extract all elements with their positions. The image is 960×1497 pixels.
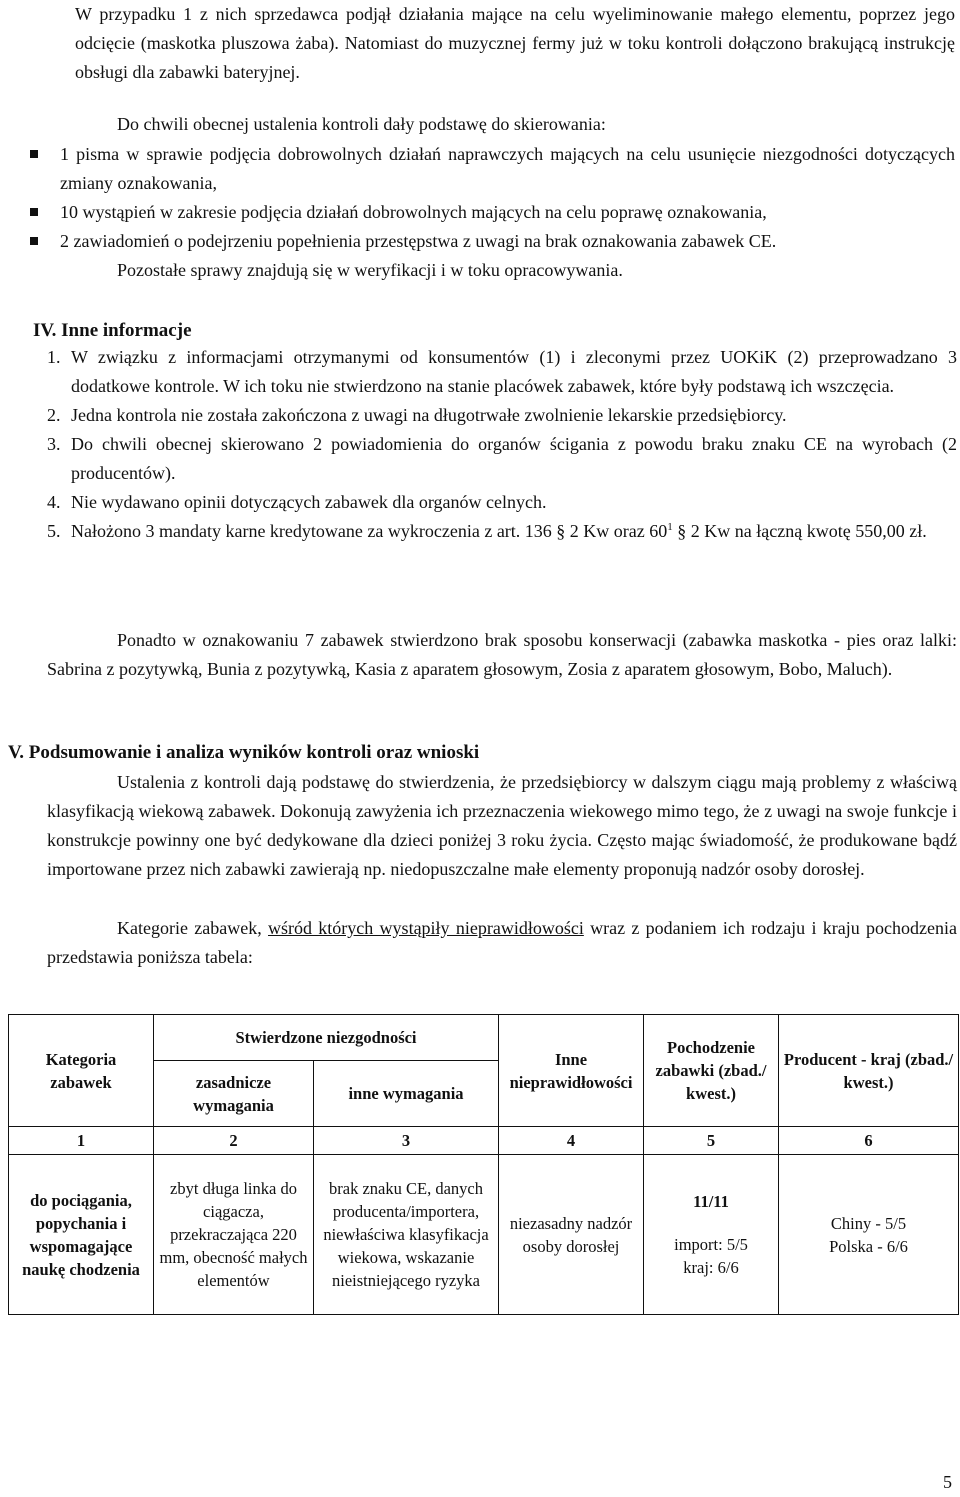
referral-intro: Do chwili obecnej ustalenia kontroli dały podstawę do skierowania:	[117, 114, 606, 134]
bullet-square-icon	[30, 237, 38, 245]
header-other-irregularities: Inne nieprawidłowości	[499, 1015, 644, 1127]
column-number: 6	[779, 1127, 959, 1155]
section-heading-v: V. Podsumowanie i analiza wyników kontroli oraz wnioski	[8, 742, 480, 763]
labeling-paragraph: Ponadto w oznakowaniu 7 zabawek stwierdzono brak sposobu konserwacji (zabawka maskotka - pies oraz lalki: Sabrina z pozytywką, Bunia z pozytywką, Kasia z aparatem głosowym, Zosia z aparatem głosowym, Bobo, Maluch).	[47, 630, 957, 679]
results-table	[8, 1014, 959, 1315]
intro-paragraph: W przypadku 1 z nich sprzedawca podjął działania mające na celu wyeliminowanie małego elementu, poprzez jego odcięcie (maskotka pluszowa żaba). Natomiast do muzycznej fermy już w toku kontroli dołączono brakującą instrukcję obsługi dla zabawki bateryjnej.	[75, 4, 955, 82]
list-item: 3. Do chwili obecnej skierowano 2 powiadomienia do organów ścigania z powodu braku znaku CE na wyrobach (2 producentów).	[47, 434, 957, 483]
column-number: 2	[154, 1127, 314, 1155]
cell-origin: 11/11 import: 5/5 kraj: 6/6	[644, 1155, 779, 1315]
section-heading-iv: IV. Inne informacje	[33, 320, 192, 341]
list-item: 10 wystąpień w zakresie podjęcia działań dobrowolnych mających na celu poprawę oznakowania,	[30, 198, 955, 227]
list-item: 5. Nałożono 3 mandaty karne kredytowane za wykroczenia z art. 136 § 2 Kw oraz $60^1$ § 2 Kw na łączną kwotę 550,00 zł.	[47, 521, 927, 541]
cell-category: do pociągania, popychania i wspomagające naukę chodzenia	[9, 1155, 154, 1315]
column-number: 5	[644, 1127, 779, 1155]
list-item: 2. Jedna kontrola nie została zakończona z uwagi na długotrwałe zwolnienie lekarskie przedsiębiorcy.	[47, 405, 787, 425]
header-category: Kategoria zabawek	[9, 1015, 154, 1127]
list-item: 2 zawiadomień o podejrzeniu popełnienia przestępstwa z uwagi na brak oznakowania zabawek CE.	[30, 227, 955, 256]
column-number: 4	[499, 1127, 644, 1155]
cell-essential-requirements: zbyt długa linka do ciągacza, przekraczająca 220 mm, obecność małych elementów	[154, 1155, 314, 1315]
page-number: 5	[943, 1472, 952, 1492]
header-producer: Producent - kraj (zbad./ kwest.)	[779, 1015, 959, 1127]
header-essential-requirements: zasadnicze wymagania	[154, 1061, 314, 1127]
header-nonconformities: Stwierdzone niezgodności	[154, 1015, 499, 1061]
bullet-square-icon	[30, 208, 38, 216]
column-number: 1	[9, 1127, 154, 1155]
list-item: 1. W związku z informacjami otrzymanymi od konsumentów (1) i zleconymi przez UOKiK (2) przeprowadzano 3 dodatkowe kontrole. W ich toku nie stwierdzono na stanie placówek zabawek, które były podstawą ich wszczęcia.	[47, 347, 957, 396]
header-origin: Pochodzenie zabawki (zbad./ kwest.)	[644, 1015, 779, 1127]
cell-other-requirements: brak znaku CE, danych producenta/importera, niewłaściwa klasyfikacja wiekowa, wskazanie nieistniejącego ryzyka	[314, 1155, 499, 1315]
cell-other-irregularities: niezasadny nadzór osoby dorosłej	[499, 1155, 644, 1315]
remaining-cases-note: Pozostałe sprawy znajdują się w weryfikacji i w toku opracowywania.	[117, 260, 623, 280]
referral-list	[30, 140, 955, 256]
list-item: 4. Nie wydawano opinii dotyczących zabawek dla organów celnych.	[47, 492, 547, 512]
bullet-square-icon	[30, 150, 38, 158]
column-number: 3	[314, 1127, 499, 1155]
cell-producer: Chiny - 5/5 Polska - 6/6	[779, 1155, 959, 1315]
other-info-list	[47, 343, 957, 546]
list-item: 1 pisma w sprawie podjęcia dobrowolnych działań naprawczych mających na celu usunięcie niezgodności dotyczących zmiany oznakowania,	[30, 140, 955, 198]
table-row	[9, 1155, 959, 1315]
summary-paragraph: Ustalenia z kontroli dają podstawę do stwierdzenia, że przedsiębiorcy w dalszym ciągu mają problemy z właściwą klasyfikacją wiekową zabawek. Dokonują zawyżenia ich przeznaczenia wiekowego mimo tego, że z uwagi na swoje funkcje i konstrukcje powinny one być dedykowane dla dzieci poniżej 3 roku życia. Często mając świadomość, że produkowane bądź importowane przez nich zabawki zawierają np. niedopuszczalne małe elementy proponują nadzór osoby dorosłej.	[47, 772, 957, 879]
table-intro-paragraph: Kategorie zabawek, wśród których wystąpiły nieprawidłowości wraz z podaniem ich rodzaju i kraju pochodzenia przedstawia poniższa tabela:	[47, 918, 957, 967]
header-other-requirements: inne wymagania	[314, 1061, 499, 1127]
